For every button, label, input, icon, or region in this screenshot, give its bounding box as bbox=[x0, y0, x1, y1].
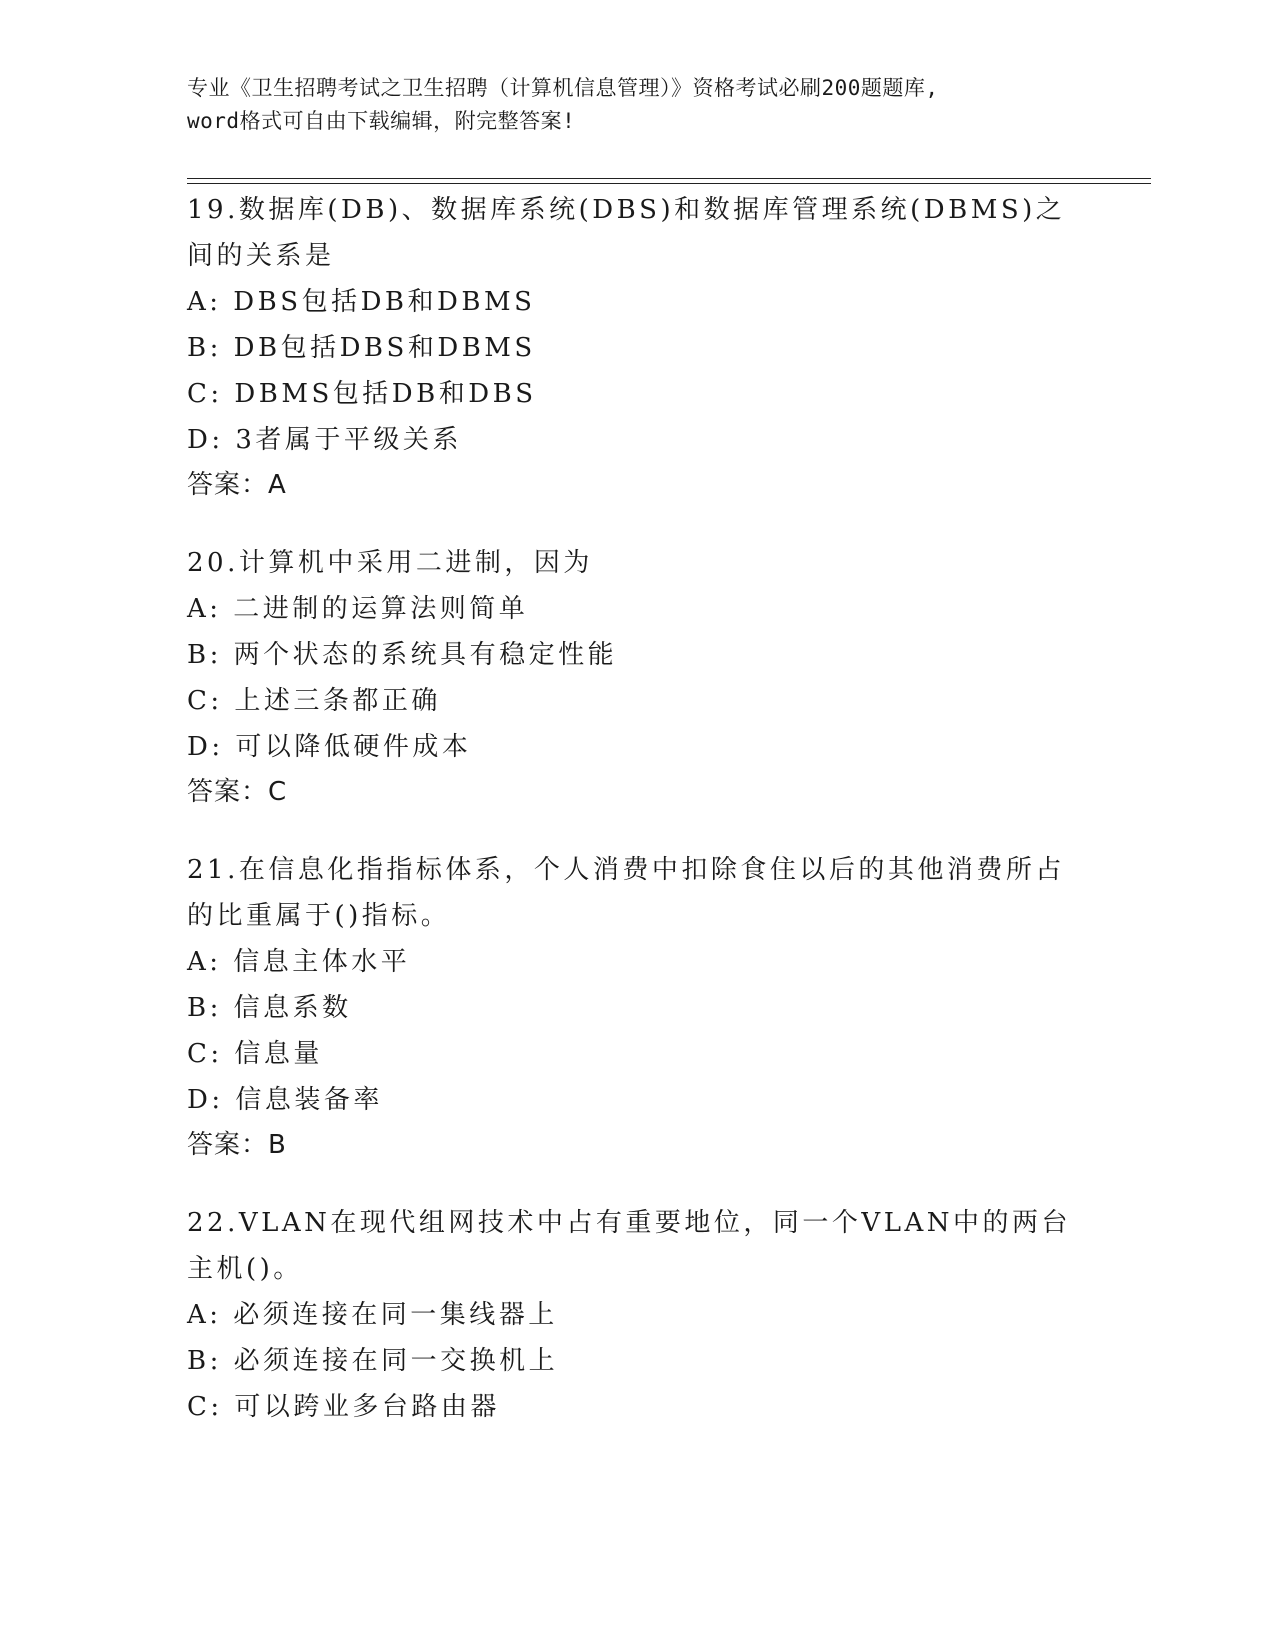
question-stem: 20.计算机中采用二进制，因为 bbox=[187, 548, 593, 578]
header-divider-bottom bbox=[187, 183, 1151, 184]
header-divider-top bbox=[187, 178, 1151, 179]
option-a: A: 信息主体水平 bbox=[187, 947, 411, 977]
option-d: D: 信息装备率 bbox=[187, 1085, 383, 1115]
option-a: A: 二进制的运算法则简单 bbox=[187, 594, 529, 624]
option-b: B: 信息系数 bbox=[187, 993, 352, 1023]
option-c: C: DBMS包括DB和DBS bbox=[187, 379, 537, 409]
answer: 答案：B bbox=[187, 1130, 287, 1160]
option-c: C: 信息量 bbox=[187, 1039, 323, 1069]
question-21 bbox=[187, 847, 1087, 1167]
option-d: D: 3者属于平级关系 bbox=[187, 425, 462, 455]
option-a: A: DBS包括DB和DBMS bbox=[187, 287, 536, 317]
option-a: A: 必须连接在同一集线器上 bbox=[187, 1300, 558, 1330]
option-b: B: 必须连接在同一交换机上 bbox=[187, 1346, 559, 1376]
document-header bbox=[187, 72, 1087, 138]
option-b: B: DB包括DBS和DBMS bbox=[187, 333, 536, 363]
question-list bbox=[187, 187, 1087, 1463]
option-d: D: 可以降低硬件成本 bbox=[187, 732, 472, 762]
answer: 答案：C bbox=[187, 777, 288, 807]
header-line-2: word格式可自由下载编辑，附完整答案! bbox=[187, 109, 576, 133]
header-line-1: 专业《卫生招聘考试之卫生招聘（计算机信息管理）》资格考试必刷200题题库, bbox=[187, 76, 939, 100]
question-stem: 22.VLAN在现代组网技术中占有重要地位，同一个VLAN中的两台主机()。 bbox=[187, 1208, 1071, 1284]
option-b: B: 两个状态的系统具有稳定性能 bbox=[187, 640, 618, 670]
question-stem: 19.数据库(DB)、数据库系统(DBS)和数据库管理系统(DBMS)之间的关系是 bbox=[187, 195, 1066, 271]
option-c: C: 上述三条都正确 bbox=[187, 686, 441, 716]
answer: 答案：A bbox=[187, 470, 287, 500]
question-stem: 21.在信息化指指标体系，个人消费中扣除食住以后的其他消费所占的比重属于()指标。 bbox=[187, 855, 1065, 931]
question-20 bbox=[187, 540, 1087, 814]
option-c: C: 可以跨业多台路由器 bbox=[187, 1392, 500, 1422]
question-22 bbox=[187, 1200, 1087, 1430]
question-19 bbox=[187, 187, 1087, 507]
